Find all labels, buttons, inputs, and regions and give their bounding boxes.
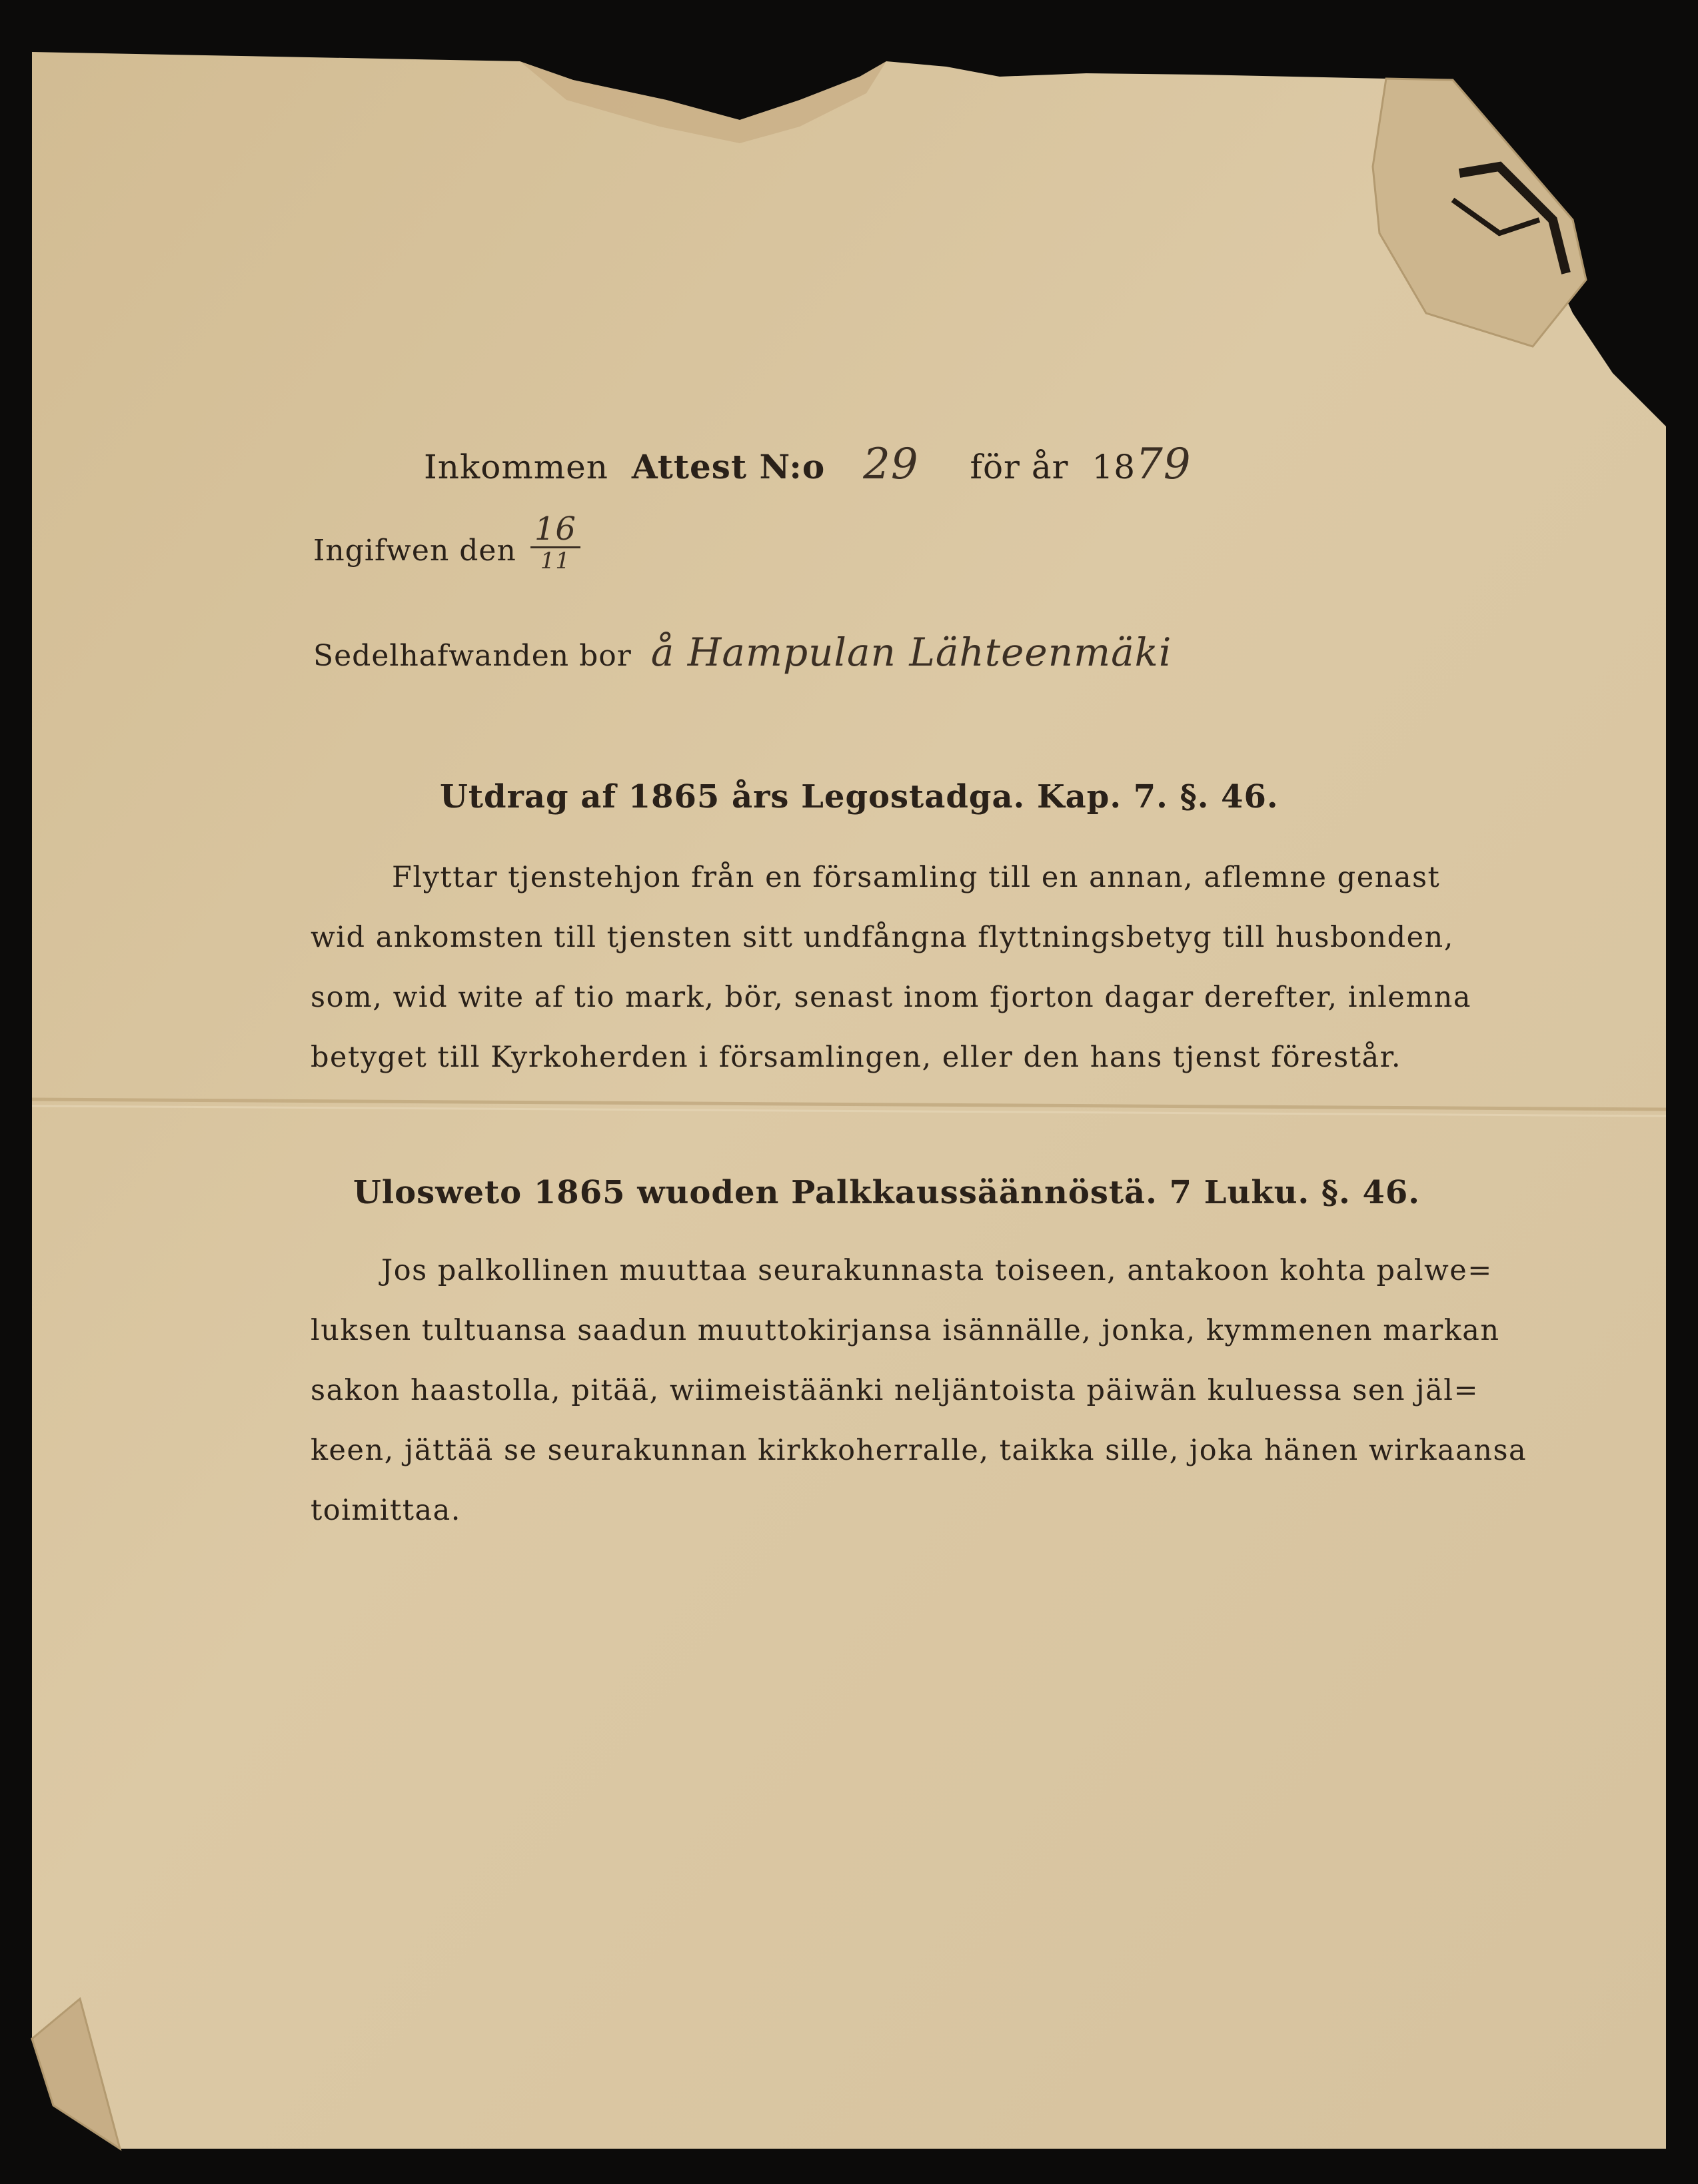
submitted-month: 11 — [540, 548, 570, 574]
finnish-line-5: toimittaa. — [311, 1494, 461, 1527]
residence-value: å Hampulan Lähteenmäki — [650, 630, 1172, 675]
attest-label: Attest N:o — [631, 447, 826, 486]
swedish-line-3: som, wid wite af tio mark, bör, senast inom fjorton dagar derefter, inlemna — [311, 981, 1471, 1014]
attest-header — [424, 440, 1192, 489]
finnish-line-4: keen, jättää se seurakunnan kirkkoherralle, taikka sille, joka hänen wirkaansa — [311, 1434, 1527, 1467]
finnish-heading: Ulosweto 1865 wuoden Palkkaussäännöstä. 7 Luku. §. 46. — [353, 1174, 1420, 1211]
residence-label: Sedelhafwanden bor — [313, 639, 632, 673]
swedish-line-4: betyget till Kyrkoherden i församlingen, eller den hans tjenst förestår. — [311, 1041, 1402, 1074]
submitted-day: 16 — [530, 513, 580, 548]
swedish-line-2: wid ankomsten till tjensten sitt undfångna flyttningsbetyg till husbonden, — [311, 921, 1454, 954]
swedish-heading: Utdrag af 1865 års Legostadga. Kap. 7. §. 46. — [440, 778, 1279, 816]
submitted-label: Ingifwen den — [313, 534, 516, 568]
submitted-line — [313, 510, 580, 574]
attest-number: 29 — [863, 440, 919, 489]
finnish-line-3: sakon haastolla, pitää, wiimeistäänki neljäntoista päiwän kuluessa sen jäl= — [311, 1374, 1479, 1407]
year-handwritten: 79 — [1136, 440, 1192, 489]
residence-line — [313, 630, 1172, 675]
year-label: för år — [970, 448, 1069, 486]
swedish-line-1: Flyttar tjenstehjon från en församling till en annan, aflemne genast — [392, 861, 1441, 894]
year-printed: 18 — [1092, 448, 1136, 486]
finnish-line-1: Jos palkollinen muuttaa seurakunnasta toiseen, antakoon kohta palwe= — [381, 1254, 1493, 1287]
submitted-date — [530, 510, 580, 574]
finnish-line-2: luksen tultuansa saadun muuttokirjansa isännälle, jonka, kymmenen markan — [311, 1314, 1500, 1347]
header-prefix: Inkommen — [424, 448, 608, 486]
